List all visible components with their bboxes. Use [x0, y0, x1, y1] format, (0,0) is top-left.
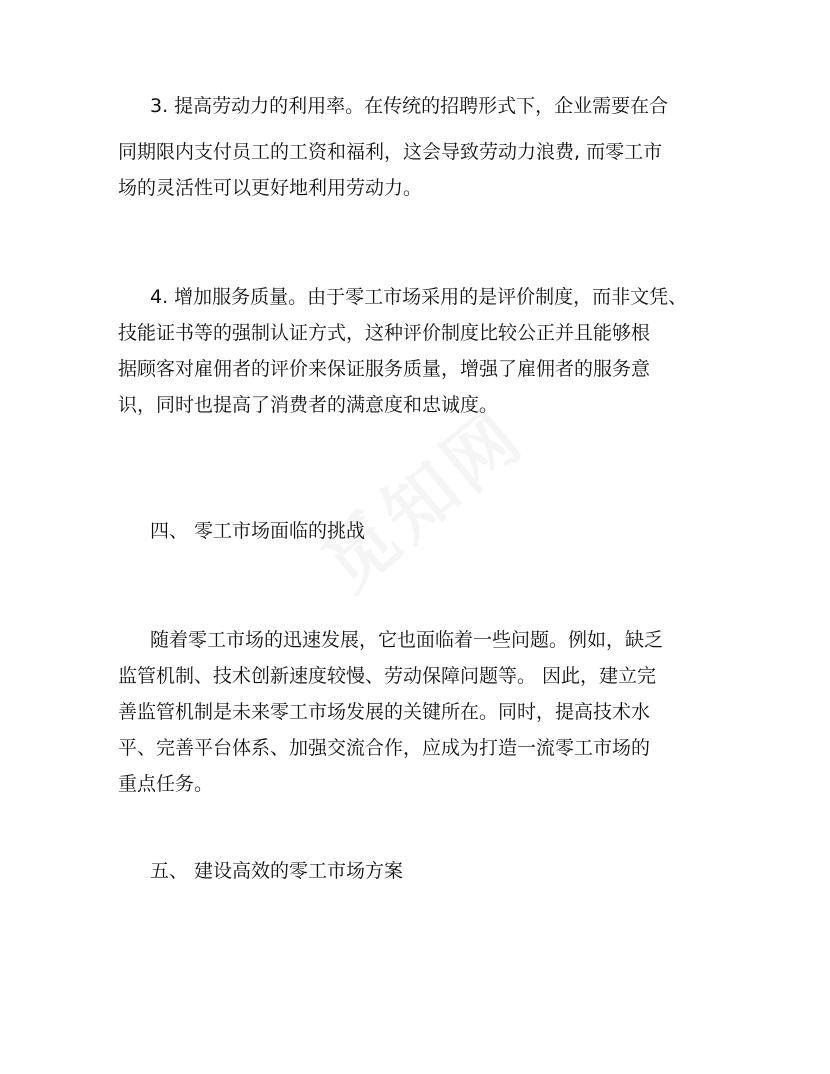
text-line: 监管机制、技术创新速度较慢、劳动保障问题等。 因此，建立完	[118, 665, 657, 687]
text-line: 善监管机制是未来零工市场发展的关键所在。同时，提高技术水	[118, 701, 651, 723]
text-line: 平、完善平台体系、加强交流合作，应成为打造一流零工市场的	[118, 737, 651, 759]
text-line: 识，同时也提高了消费者的满意度和忠诚度。	[118, 394, 499, 416]
heading-text: 四、 零工市场面临的挑战	[150, 520, 366, 542]
text-line: 技能证书等的强制认证方式，这种评价制度比较公正并且能够根	[118, 322, 651, 344]
text-line: 同期限内支付员工的工资和福利，这会导致劳动力浪费, 而零工市	[118, 141, 663, 163]
text-line: 重点任务。	[118, 773, 214, 795]
heading-text: 五、 建设高效的零工市场方案	[150, 860, 404, 882]
text-line: 场的灵活性可以更好地利用劳动力。	[118, 177, 423, 199]
text-line: 随着零工市场的迅速发展，它也面临着一些问题。例如，缺乏	[150, 629, 664, 651]
text-line: 据顾客对雇佣者的评价来保证服务质量，增强了雇佣者的服务意	[118, 358, 651, 380]
text-line: 3. 提高劳动力的利用率。在传统的招聘形式下，企业需要在合	[150, 95, 669, 117]
text-line: 4. 增加服务质量。由于零工市场采用的是评价制度，而非文凭、	[150, 286, 688, 308]
